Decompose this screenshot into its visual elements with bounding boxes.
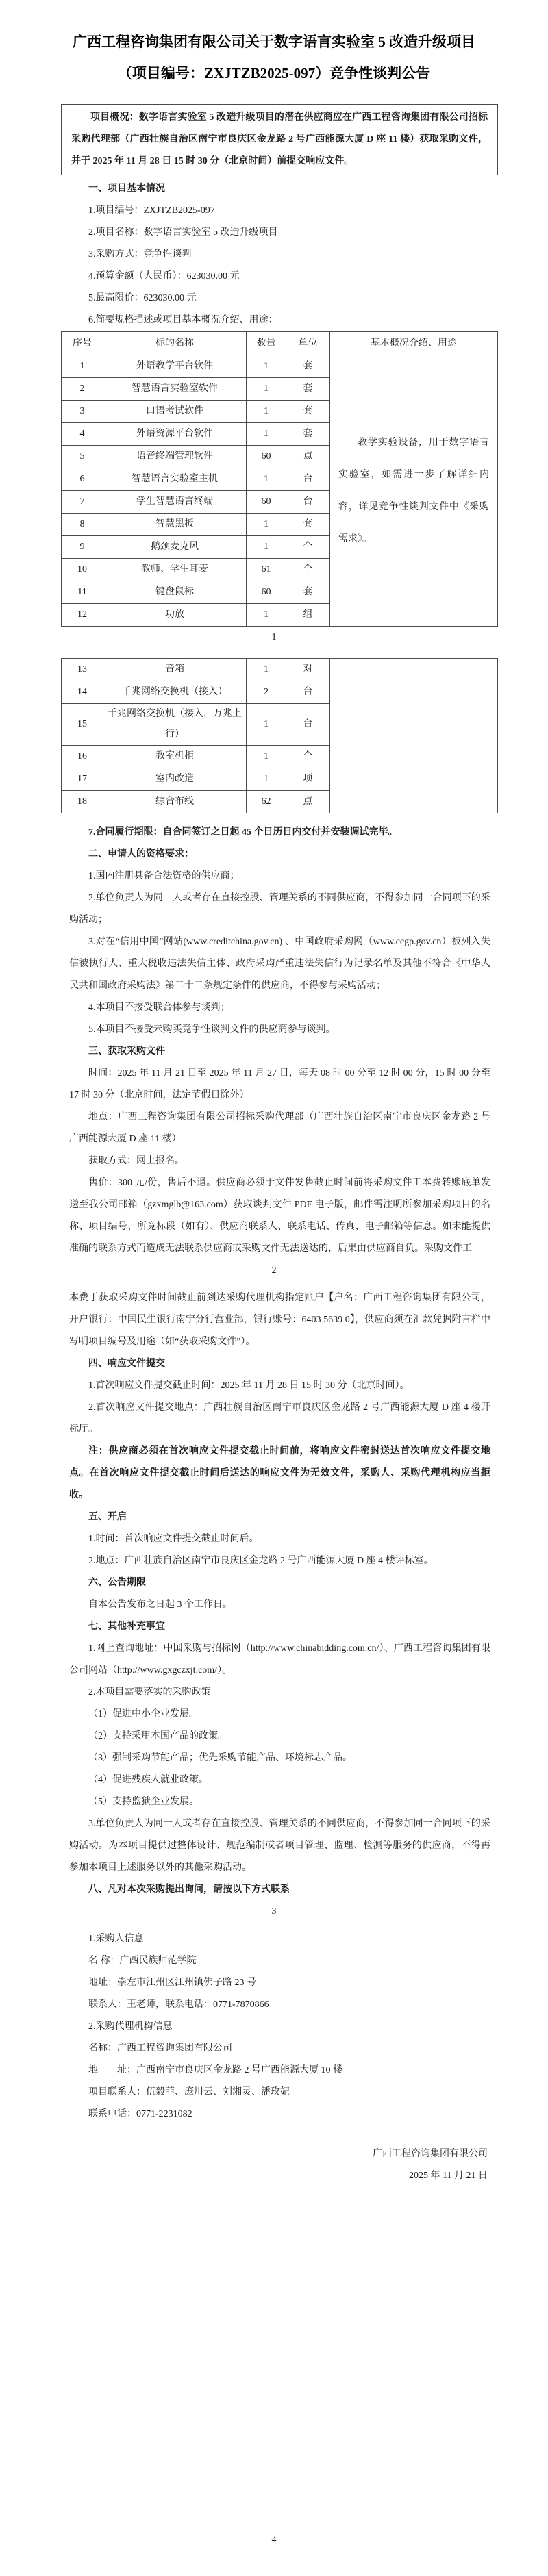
obtain-place: 地点：广西工程咨询集团有限公司招标采购代理部（广西壮族自治区南宁市良庆区金龙路 2 号广西能源大厦 D 座 11 楼） — [69, 1112, 490, 1144]
table-row — [62, 659, 498, 681]
cell-qty: 1 — [247, 604, 286, 627]
cell-name: 智慧语言实验室软件 — [103, 378, 247, 401]
section-2-heading: 二、申请人的资格要求： — [88, 849, 194, 859]
cell-qty: 1 — [247, 704, 286, 746]
cell-name: 学生智慧语言终端 — [103, 491, 247, 514]
cell-unit: 个 — [286, 746, 330, 768]
cell-seq: 14 — [62, 681, 103, 704]
section-3-heading: 三、获取采购文件 — [88, 1046, 165, 1057]
cell-qty: 1 — [247, 378, 286, 401]
cell-seq: 3 — [62, 401, 103, 423]
max-price: 5.最高限价：623030.00 元 — [88, 293, 197, 303]
cell-seq: 2 — [62, 378, 103, 401]
intro-note: 教学实验设备，用于数字语言实验室，如需进一步了解详细内容，详见竞争性谈判文件中《采购需求》。 — [338, 437, 489, 544]
qualification-4: 4.本项目不接受联合体参与谈判； — [88, 1002, 230, 1013]
page-number-2: 2 — [271, 1265, 277, 1276]
price-paragraph-part2: 本费于获取采购文件时间截止前到达采购代理机构指定账户【户名：广西工程咨询集团有限公司，开户银行：中国民生银行南宁分行营业部，银行账号：6403 5639 0】，供应商须在汇款凭据附言栏中写明项目编号及用途（如“获取采购文件”）。 — [69, 1293, 490, 1347]
table-header-row — [62, 332, 498, 355]
buyer-address: 地址：崇左市江州区江州镇佛子路 23 号 — [88, 1978, 256, 1988]
page-number-3: 3 — [271, 1906, 277, 1917]
response-place: 2.首次响应文件提交地点：广西壮族自治区南宁市良庆区金龙路 2 号广西能源大厦 D 座 4 楼开标厅。 — [69, 1402, 490, 1435]
cell-seq: 4 — [62, 423, 103, 446]
cell-name: 教师、学生耳麦 — [103, 559, 247, 581]
cell-qty: 1 — [247, 423, 286, 446]
qualification-2: 2.单位负责人为同一人或者存在直接控股、管理关系的不同供应商，不得参加同一合同项下的采购活动； — [69, 893, 490, 925]
cell-seq: 1 — [62, 355, 103, 378]
header-seq: 序号 — [62, 332, 103, 355]
supplement-3: 3.单位负责人为同一人或者存在直接控股、管理关系的不同供应商，不得参加同一合同项下的采购活动。为本项目提供过整体设计、规范编制或者项目管理、监理、检测等服务的供应商，不得再参加本项目上述服务以外的其他采购活动。 — [69, 1819, 490, 1873]
cell-name: 语音终端管理软件 — [103, 446, 247, 468]
header-unit: 单位 — [286, 332, 330, 355]
cell-unit: 个 — [286, 536, 330, 559]
cell-unit: 点 — [286, 791, 330, 813]
policy-2: （2）支持采用本国产品的政策。 — [88, 1731, 227, 1741]
cell-seq: 18 — [62, 791, 103, 813]
buyer-contact: 联系人：王老师，联系电话：0771-7870866 — [88, 1999, 269, 2010]
cell-unit: 套 — [286, 581, 330, 604]
cell-name: 智慧语言实验室主机 — [103, 468, 247, 491]
cell-unit: 个 — [286, 559, 330, 581]
cell-seq: 5 — [62, 446, 103, 468]
cell-name: 室内改造 — [103, 768, 247, 791]
project-overview-box: 项目概况：数字语言实验室 5 改造升级项目的潜在供应商应在广西工程咨询集团有限公司招标采购代理部（广西壮族自治区南宁市良庆区金龙路 2 号广西能源大厦 D 座 11 楼）获取采购文件，并于 2025 年 11 月 28 日 15 时 30 分（北京时间）前提交响应文件。 — [61, 104, 498, 175]
opening-place: 2.地点：广西壮族自治区南宁市良庆区金龙路 2 号广西能源大厦 D 座 4 楼评标室。 — [88, 1556, 434, 1566]
policy-3: （3）强制采购节能产品；优先采购节能产品、环境标志产品。 — [88, 1753, 352, 1763]
cell-unit: 组 — [286, 604, 330, 627]
cell-qty: 1 — [247, 401, 286, 423]
cell-qty: 60 — [247, 446, 286, 468]
cell-qty: 60 — [247, 491, 286, 514]
cell-qty: 1 — [247, 768, 286, 791]
agent-phone: 联系电话：0771-2231082 — [88, 2109, 192, 2119]
section-4-heading: 四、响应文件提交 — [88, 1359, 165, 1369]
cell-qty: 61 — [247, 559, 286, 581]
cell-name: 千兆网络交换机（接入） — [103, 681, 247, 704]
header-name: 标的名称 — [103, 332, 247, 355]
cell-name: 口语考试软件 — [103, 401, 247, 423]
cell-qty: 1 — [247, 659, 286, 681]
title-line-1: 广西工程咨询集团有限公司关于数字语言实验室 5 改造升级项目 — [73, 34, 475, 50]
cell-qty: 1 — [247, 536, 286, 559]
project-name: 2.项目名称：数字语言实验室 5 改造升级项目 — [88, 227, 278, 238]
page-title — [38, 26, 510, 89]
cell-seq: 15 — [62, 704, 103, 746]
obtain-method: 获取方式：网上报名。 — [88, 1156, 184, 1166]
cell-seq: 16 — [62, 746, 103, 768]
cell-seq: 10 — [62, 559, 103, 581]
contract-term: 7.合同履行期限：自合同签订之日起 45 个日历日内交付并安装调试完毕。 — [88, 827, 398, 837]
cell-qty: 1 — [247, 355, 286, 378]
page-number-1: 1 — [271, 632, 277, 642]
cell-name: 功放 — [103, 604, 247, 627]
cell-seq: 9 — [62, 536, 103, 559]
qualification-1: 1.国内注册具备合法资格的供应商； — [88, 871, 240, 881]
section-7-heading: 七、其他补充事宜 — [88, 1621, 165, 1632]
cell-unit: 套 — [286, 423, 330, 446]
page-number-4: 4 — [271, 2535, 277, 2545]
cell-qty: 1 — [247, 514, 286, 536]
cell-qty: 1 — [247, 468, 286, 491]
project-number: 1.项目编号：ZXJTZB2025-097 — [88, 205, 215, 216]
merged-intro-cell — [330, 355, 498, 627]
policy-1: （1）促进中小企业发展。 — [88, 1709, 199, 1719]
cell-name: 鹅颈麦克风 — [103, 536, 247, 559]
section-5-heading: 五、开启 — [88, 1512, 127, 1522]
procurement-policy-label: 2.本项目需要落实的采购政策 — [88, 1687, 211, 1697]
merged-intro-cell-continued — [330, 659, 498, 813]
cell-unit: 台 — [286, 704, 330, 746]
spec-intro-label: 6.简要规格描述或项目基本概况介绍、用途： — [88, 315, 278, 325]
agent-name: 名称：广西工程咨询集团有限公司 — [88, 2043, 232, 2054]
announcement-period: 自本公告发布之日起 3 个工作日。 — [88, 1600, 232, 1610]
signature-company: 广西工程咨询集团有限公司 — [373, 2149, 488, 2159]
section-1-heading: 一、项目基本情况 — [88, 184, 165, 194]
cell-unit: 对 — [286, 659, 330, 681]
cell-qty: 62 — [247, 791, 286, 813]
cell-name: 音箱 — [103, 659, 247, 681]
agent-info-heading: 2.采购代理机构信息 — [88, 2021, 173, 2032]
cell-seq: 12 — [62, 604, 103, 627]
buyer-info-heading: 1.采购人信息 — [88, 1934, 144, 1944]
header-intro: 基本概况介绍、用途 — [330, 332, 498, 355]
cell-unit: 套 — [286, 378, 330, 401]
items-table-page1 — [61, 331, 498, 627]
table-row — [62, 355, 498, 378]
cell-unit: 套 — [286, 401, 330, 423]
cell-name: 外语教学平台软件 — [103, 355, 247, 378]
cell-qty: 1 — [247, 746, 286, 768]
items-table-page2 — [61, 658, 498, 813]
qualification-3: 3.对在“信用中国”网站(www.creditchina.gov.cn) 、中国政府采购网（www.ccgp.gov.cn）被列入失信被执行人、重大税收违法失信主体、政府采购严重违法失信行为记录名单及其他不符合《中华人民共和国政府采购法》第二十二条规定条件的供应商，不得参与采购活动； — [69, 937, 490, 991]
qualification-5: 5.本项目不接受未购买竞争性谈判文件的供应商参与谈判。 — [88, 1024, 336, 1035]
policy-4: （4）促进残疾人就业政策。 — [88, 1775, 208, 1785]
budget-amount: 4.预算金额（人民币）：623030.00 元 — [88, 271, 240, 281]
cell-unit: 台 — [286, 468, 330, 491]
buyer-name: 名 称：广西民族师范学院 — [88, 1956, 197, 1966]
response-note: 注：供应商必须在首次响应文件提交截止时间前，将响应文件密封送达首次响应文件提交地点。在首次响应文件提交截止时间后送达的响应文件为无效文件，采购人、采购代理机构应当拒收。 — [69, 1446, 490, 1500]
response-deadline: 1.首次响应文件提交截止时间：2025 年 11 月 28 日 15 时 30 分（北京时间）。 — [88, 1380, 410, 1391]
section-6-heading: 六、公告期限 — [88, 1578, 146, 1588]
cell-seq: 7 — [62, 491, 103, 514]
section-8-heading: 八、凡对本次采购提出询问，请按以下方式联系 — [88, 1884, 290, 1895]
cell-unit: 项 — [286, 768, 330, 791]
procurement-method: 3.采购方式：竞争性谈判 — [88, 249, 192, 260]
online-query-address: 1.网上查询地址：中国采购与招标网（http://www.chinabidding.com.cn/）、广西工程咨询集团有限公司网站（http://www.gxgczxjt.com/）。 — [69, 1643, 490, 1676]
cell-name: 教室机柜 — [103, 746, 247, 768]
cell-name: 千兆网络交换机（接入，万兆上行） — [103, 704, 247, 746]
cell-name: 外语资源平台软件 — [103, 423, 247, 446]
cell-seq: 6 — [62, 468, 103, 491]
cell-unit: 台 — [286, 681, 330, 704]
cell-seq: 11 — [62, 581, 103, 604]
header-qty: 数量 — [247, 332, 286, 355]
cell-qty: 60 — [247, 581, 286, 604]
opening-time: 1.时间：首次响应文件提交截止时间后。 — [88, 1534, 259, 1544]
cell-unit: 套 — [286, 514, 330, 536]
signature-date: 2025 年 11 月 21 日 — [409, 2171, 488, 2181]
cell-unit: 台 — [286, 491, 330, 514]
cell-name: 智慧黑板 — [103, 514, 247, 536]
cell-unit: 点 — [286, 446, 330, 468]
agent-contact: 项目联系人：伍毅菲、庞川云、刘湘灵、潘玫妃 — [88, 2087, 290, 2097]
price-paragraph-part1: 售价：300 元/份，售后不退。供应商必须于文件发售截止时间前将采购文件工本费转账底单发送至我公司邮箱（gzxmglb@163.com）获取谈判文件 PDF 电子版，邮件需注明所参加采购项目的名称、项目编号、所竞标段（如有）、供应商联系人、联系电话、传真、电子邮箱等信息。如未能提供准确的联系方式而造成无法联系供应商或采购文件无法送达的，后果由供应商自负。采购文件工 — [69, 1178, 490, 1254]
cell-name: 键盘鼠标 — [103, 581, 247, 604]
cell-qty: 2 — [247, 681, 286, 704]
cell-seq: 13 — [62, 659, 103, 681]
cell-name: 综合布线 — [103, 791, 247, 813]
policy-5: （5）支持监狱企业发展。 — [88, 1797, 199, 1807]
title-line-2: （项目编号：ZXJTZB2025-097）竞争性谈判公告 — [117, 65, 431, 81]
cell-seq: 17 — [62, 768, 103, 791]
obtain-time: 时间：2025 年 11 月 21 日至 2025 年 11 月 27 日，每天 08 时 00 分至 12 时 00 分，15 时 00 分至 17 时 30 分（北京时间，法定节假日除外） — [69, 1068, 490, 1100]
cell-unit: 套 — [286, 355, 330, 378]
agent-address: 地 址：广西南宁市良庆区金龙路 2 号广西能源大厦 10 楼 — [88, 2065, 342, 2075]
cell-seq: 8 — [62, 514, 103, 536]
